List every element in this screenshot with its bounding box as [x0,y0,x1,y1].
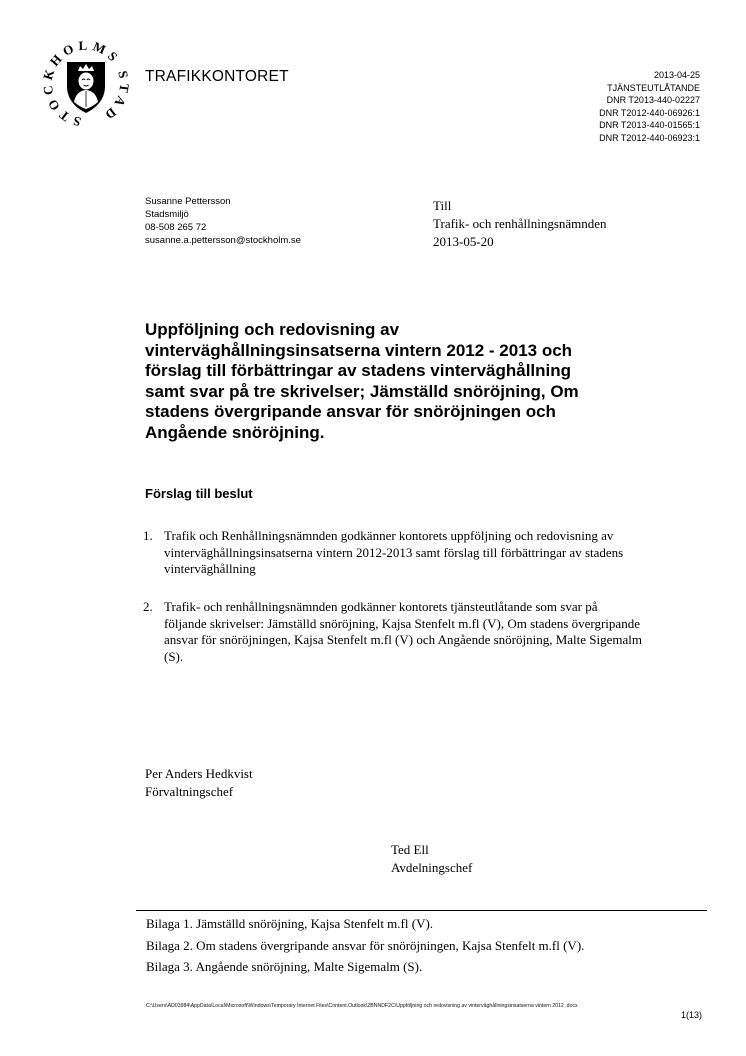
sender-phone: 08-508 265 72 [145,222,207,233]
attachments-list [146,915,646,980]
signatory-role: Förvaltningschef [145,783,234,799]
decision-item [143,528,643,578]
decision-item-number: 1. [143,528,153,543]
signatory-role: Avdelningschef [391,859,473,875]
attachments-divider [136,910,707,911]
organization-name: TRAFIKKONTORET [145,68,289,85]
sender-email: susanne.a.pettersson@stockholm.se [145,235,301,246]
recipient-block [433,197,607,251]
dnr-number: DNR T2013-440-02227 [606,95,700,106]
dnr-number: DNR T2012-440-06926:1 [599,107,700,118]
recipient-date: 2013-05-20 [433,234,494,249]
sender-name: Susanne Pettersson [145,196,231,207]
recipient-label: Till [433,198,452,213]
decision-item-text: Trafik- och renhållningsnämnden godkänner kontorets tjänsteutlåtande som svar på följande skrivelser: Jämställd snöröjning, Kajsa Stenfelt m.fl (V), Om stadens övergripande ansvar för snöröjningen, Kajsa Stenfelt m.fl (V) och Angående snöröjning, Malte Sigemalm (S). [164,599,643,664]
document-title: Uppföljning och redovisning av vinterväghållningsinsatserna vintern 2012 - 2013 och förslag till förbättringar av stadens vinterväghållning samt svar på tre skrivelser; Jämställd snöröjning, Om stadens övergripande ansvar för snöröjningen och Angående snöröjning. [145,320,579,442]
signatory-name: Ted Ell [391,842,429,857]
sender-block [145,195,301,247]
decision-heading: Förslag till beslut [145,486,253,501]
page-number: 1(13) [680,1010,702,1020]
document-date: 2013-04-25 [653,70,700,80]
signature-block [145,765,253,800]
document-metadata [599,69,700,145]
sender-department: Stadsmiljö [145,209,189,220]
stockholm-stad-logo [40,38,132,130]
signature-block [391,841,472,876]
dnr-number: DNR T2012-440-06923:1 [599,132,700,143]
attachment-item: Bilaga 2. Om stadens övergripande ansvar för snöröjningen, Kajsa Stenfelt m.fl (V). [146,937,585,953]
decision-item [143,599,643,665]
recipient-name: Trafik- och renhållningsnämnden [433,216,607,231]
document-type: TJÄNSTEUTLÅTANDE [607,82,700,93]
logo-ring-text: STOCKHOLMS STAD [40,38,132,130]
signatory-name: Per Anders Hedkvist [145,766,253,781]
crest-icon [40,38,132,130]
decision-item-text: Trafik och Renhållningsnämnden godkänner kontorets uppföljning och redovisning av vinterväghållningsinsatserna vintern 2012-2013 samt förslag till förbättringar av stadens vinterväghållning [164,528,624,576]
dnr-number: DNR T2013-440-01565:1 [599,120,700,131]
footer-file-path: C:\Users\AD03984\AppData\Local\Microsoft\Windows\Temporary Internet Files\Content.Outlook\2BNNDF2C\Uppföljning och redovisning av vinterväghållningsinsatserna vintern 2012 .docx [146,1003,578,1009]
attachment-item: Bilaga 3. Angående snöröjning, Malte Sigemalm (S). [146,959,423,974]
attachment-item: Bilaga 1. Jämställd snöröjning, Kajsa Stenfelt m.fl (V). [146,916,434,931]
decision-item-number: 2. [143,599,153,614]
